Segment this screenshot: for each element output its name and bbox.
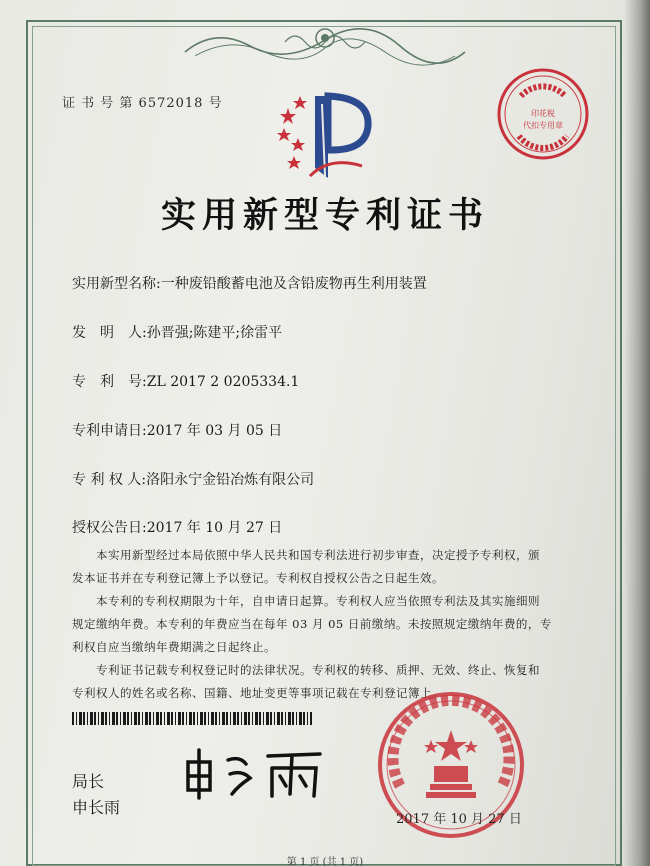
field-inventors [72, 322, 282, 342]
svg-text:代扣专用章: 代扣专用章 [523, 121, 563, 130]
field-patent-number [72, 371, 299, 391]
body-line: 专利权人的姓名或名称、国籍、地址变更等事项记载在专利登记簿上。 [72, 686, 444, 700]
field-value: 洛阳永宁金铅冶炼有限公司 [146, 472, 315, 488]
field-label: 专 利 权 人: [72, 472, 147, 488]
field-value: 2017 年 03 月 05 日 [146, 423, 283, 439]
page-edge-shadow [624, 0, 650, 866]
body-line: 本实用新型经过本局依照中华人民共和国专利法进行初步审查，决定授予专利权，颁 [72, 548, 540, 562]
certificate-number-label: 证 书 号 第 [62, 96, 134, 111]
svg-text:印花税: 印花税 [531, 109, 555, 118]
field-label: 发 明 人: [72, 325, 147, 341]
body-line: 规定缴纳年费。本专利的年费应当在每年 03 月 05 日前缴纳。未按照规定缴纳年费的，专 [72, 617, 552, 631]
seal-date: 2017 年 10 月 27 日 [396, 812, 522, 827]
certificate-title: 实用新型专利证书 [160, 195, 489, 236]
certificate-number-value: 6572018 [138, 96, 204, 111]
field-value: ZL 2017 2 0205334.1 [146, 374, 300, 390]
certificate-number [62, 92, 223, 111]
director-signature [180, 742, 330, 802]
field-label: 专 利 号: [72, 374, 147, 390]
certificate-number-suffix: 号 [208, 96, 223, 111]
field-utility-model-name [72, 273, 427, 293]
patent-office-logo [270, 86, 380, 184]
field-value: 2017 年 10 月 27 日 [146, 520, 283, 536]
body-line: 发本证书并在专利登记簿上予以登记。专利权自授权公告之日起生效。 [72, 571, 444, 585]
field-application-date [72, 420, 282, 440]
ornament-decoration [175, 22, 475, 68]
body-line: 利权自应当缴纳年费期满之日起终止。 [72, 640, 276, 654]
body-line: 本专利的专利权期限为十年，自申请日起算。专利权人应当依照专利法及其实施细则 [72, 594, 540, 608]
field-patentee [72, 469, 314, 489]
director-name: 申长雨 [72, 798, 121, 817]
body-line: 专利证书记载专利权登记时的法律状况。专利权的转移、质押、无效、终止、恢复和 [72, 663, 540, 677]
field-grant-date [72, 517, 282, 537]
certificate-body [72, 544, 572, 705]
field-label: 专利申请日: [72, 423, 147, 439]
field-label: 实用新型名称: [72, 276, 161, 292]
field-label: 授权公告日: [72, 520, 147, 536]
field-value: 一种废铅酸蓄电池及含铅废物再生利用装置 [160, 276, 427, 292]
field-value: 孙晋强;陈建平;徐雷平 [146, 325, 283, 341]
printing-factory-seal [495, 66, 591, 162]
director-title: 局长 [72, 772, 105, 791]
page-number: 第 1 页 (共 1 页) [286, 857, 364, 866]
barcode [72, 712, 312, 725]
